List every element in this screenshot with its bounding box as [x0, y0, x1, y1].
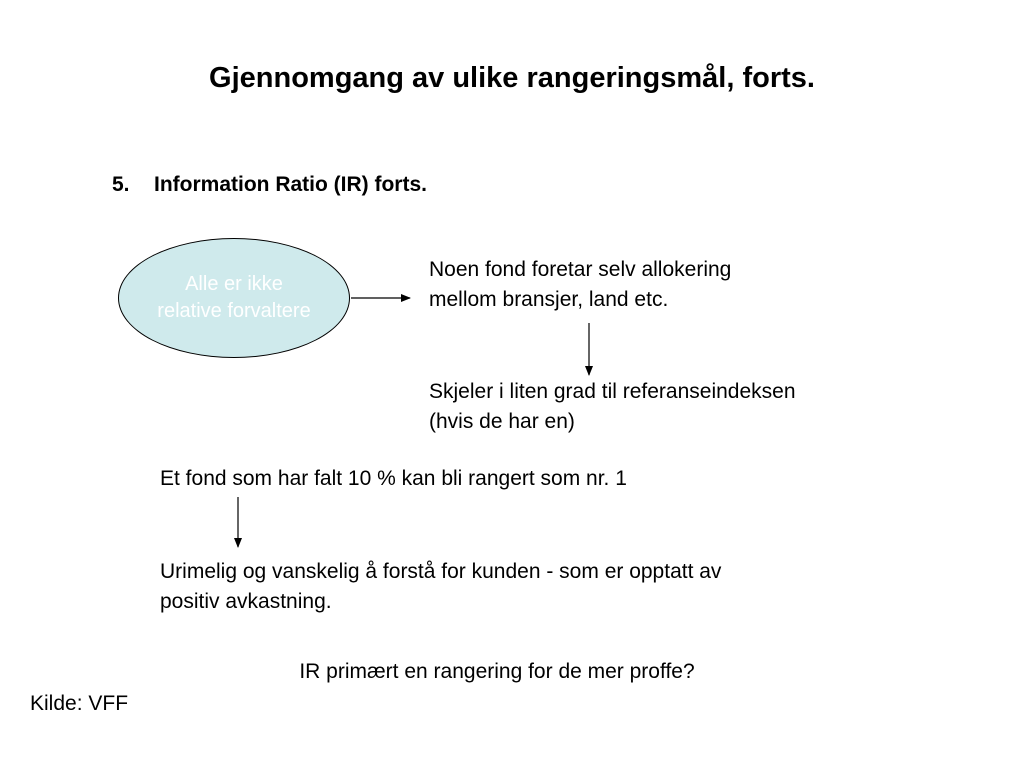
list-item-text: Information Ratio (IR) forts. [154, 173, 427, 196]
source-text: Kilde: VFF [30, 692, 129, 715]
list-item-heading [112, 170, 427, 200]
fund-ranking-text: Et fond som har falt 10 % kan bli rangert som nr. 1 [160, 467, 627, 490]
allocation-text-line1: Noen fond foretar selv allokering [429, 258, 732, 281]
list-item-number: 5. [112, 173, 130, 196]
allocation-text-line2: mellom bransjer, land etc. [429, 288, 669, 311]
benchmark-text [429, 377, 796, 437]
customer-text-line1: Urimelig og vanskelig å forstå for kunden - som er opptatt av [160, 560, 722, 583]
customer-text-line2: positiv avkastning. [160, 590, 332, 613]
benchmark-text-line2: (hvis de har en) [429, 410, 575, 433]
customer-text [160, 557, 721, 617]
benchmark-text-line1: Skjeler i liten grad til referanseindeksen [429, 380, 796, 403]
slide-title: Gjennomgang av ulike rangeringsmål, forts. [209, 62, 815, 94]
ellipse-node [118, 238, 350, 358]
question-text: IR primært en rangering for de mer proffe? [299, 660, 695, 683]
allocation-text [429, 255, 731, 315]
ellipse-label-line1: Alle er ikke [185, 273, 283, 295]
ellipse-label-line2: relative forvaltere [157, 300, 311, 322]
